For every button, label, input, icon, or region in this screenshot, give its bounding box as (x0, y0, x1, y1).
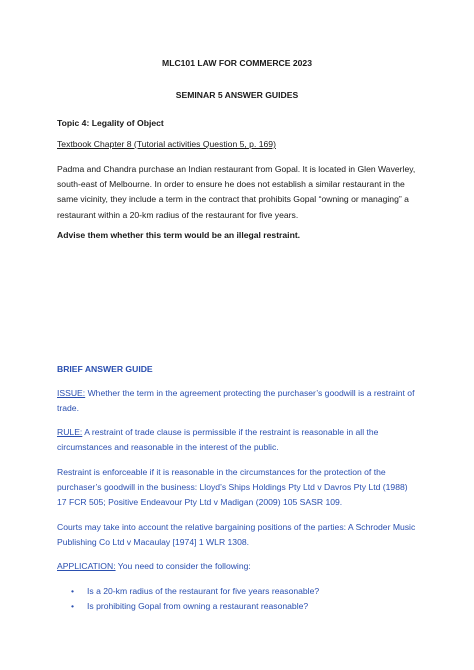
seminar-title: SEMINAR 5 ANSWER GUIDES (175, 90, 299, 100)
application-bullet-list (57, 584, 417, 614)
list-item: • Is a 20-km radius of the restaurant for five years reasonable? (57, 584, 417, 599)
course-title: MLC101 LAW FOR COMMERCE 2023 (162, 58, 312, 68)
rule-text: A restraint of trade clause is permissible if the restraint is reasonable in all the circumstances and reasonable in the interest of the public. (57, 427, 379, 453)
issue-label: ISSUE: (57, 388, 86, 398)
issue-text: Whether the term in the agreement protecting the purchaser’s goodwill is a restraint of trade. (57, 388, 415, 414)
list-item: • Is prohibiting Gopal from owning a restaurant reasonable? (57, 599, 417, 614)
application-paragraph (57, 559, 417, 574)
scenario-paragraph: Padma and Chandra purchase an Indian restaurant from Gopal. It is located in Glen Waverley, south-east of Melbourne. In order to ensure he does not establish a similar restaurant in the same vicinity, they include a term in the contract that prohibits Gopal “owning or managing” a restaurant within a 20-km radius of the restaurant for five years. (57, 164, 416, 220)
bullet-icon: • (71, 601, 75, 612)
application-text: You need to consider the following: (115, 561, 251, 571)
topic-heading: Topic 4: Legality of Object (57, 118, 164, 128)
question-paragraph: Advise them whether this term would be an illegal restraint. (57, 230, 301, 240)
rule-paragraph (57, 425, 417, 455)
courts-paragraph: Courts may take into account the relative bargaining positions of the parties: A Schroder Music Publishing Co Ltd v Macaulay [1974] 1 WLR 1308. (57, 522, 416, 548)
rule-label: RULE: (57, 427, 83, 437)
textbook-reference: Textbook Chapter 8 (Tutorial activities Question 5, p. 169) (57, 139, 276, 149)
issue-paragraph (57, 386, 417, 416)
bullet-icon: • (71, 586, 75, 596)
brief-answer-heading: BRIEF ANSWER GUIDE (57, 364, 153, 374)
application-label: APPLICATION: (57, 561, 116, 571)
restraint-paragraph: Restraint is enforceable if it is reasonable in the circumstances for the protection of the purchaser’s goodwill in the business: Lloyd’s Ships Holdings Pty Ltd v Davros Pty Ltd (1988) 17 FCR 505; Positive Endeavour Pty Ltd v Madigan (2009) 105 SASR 109. (57, 467, 408, 508)
